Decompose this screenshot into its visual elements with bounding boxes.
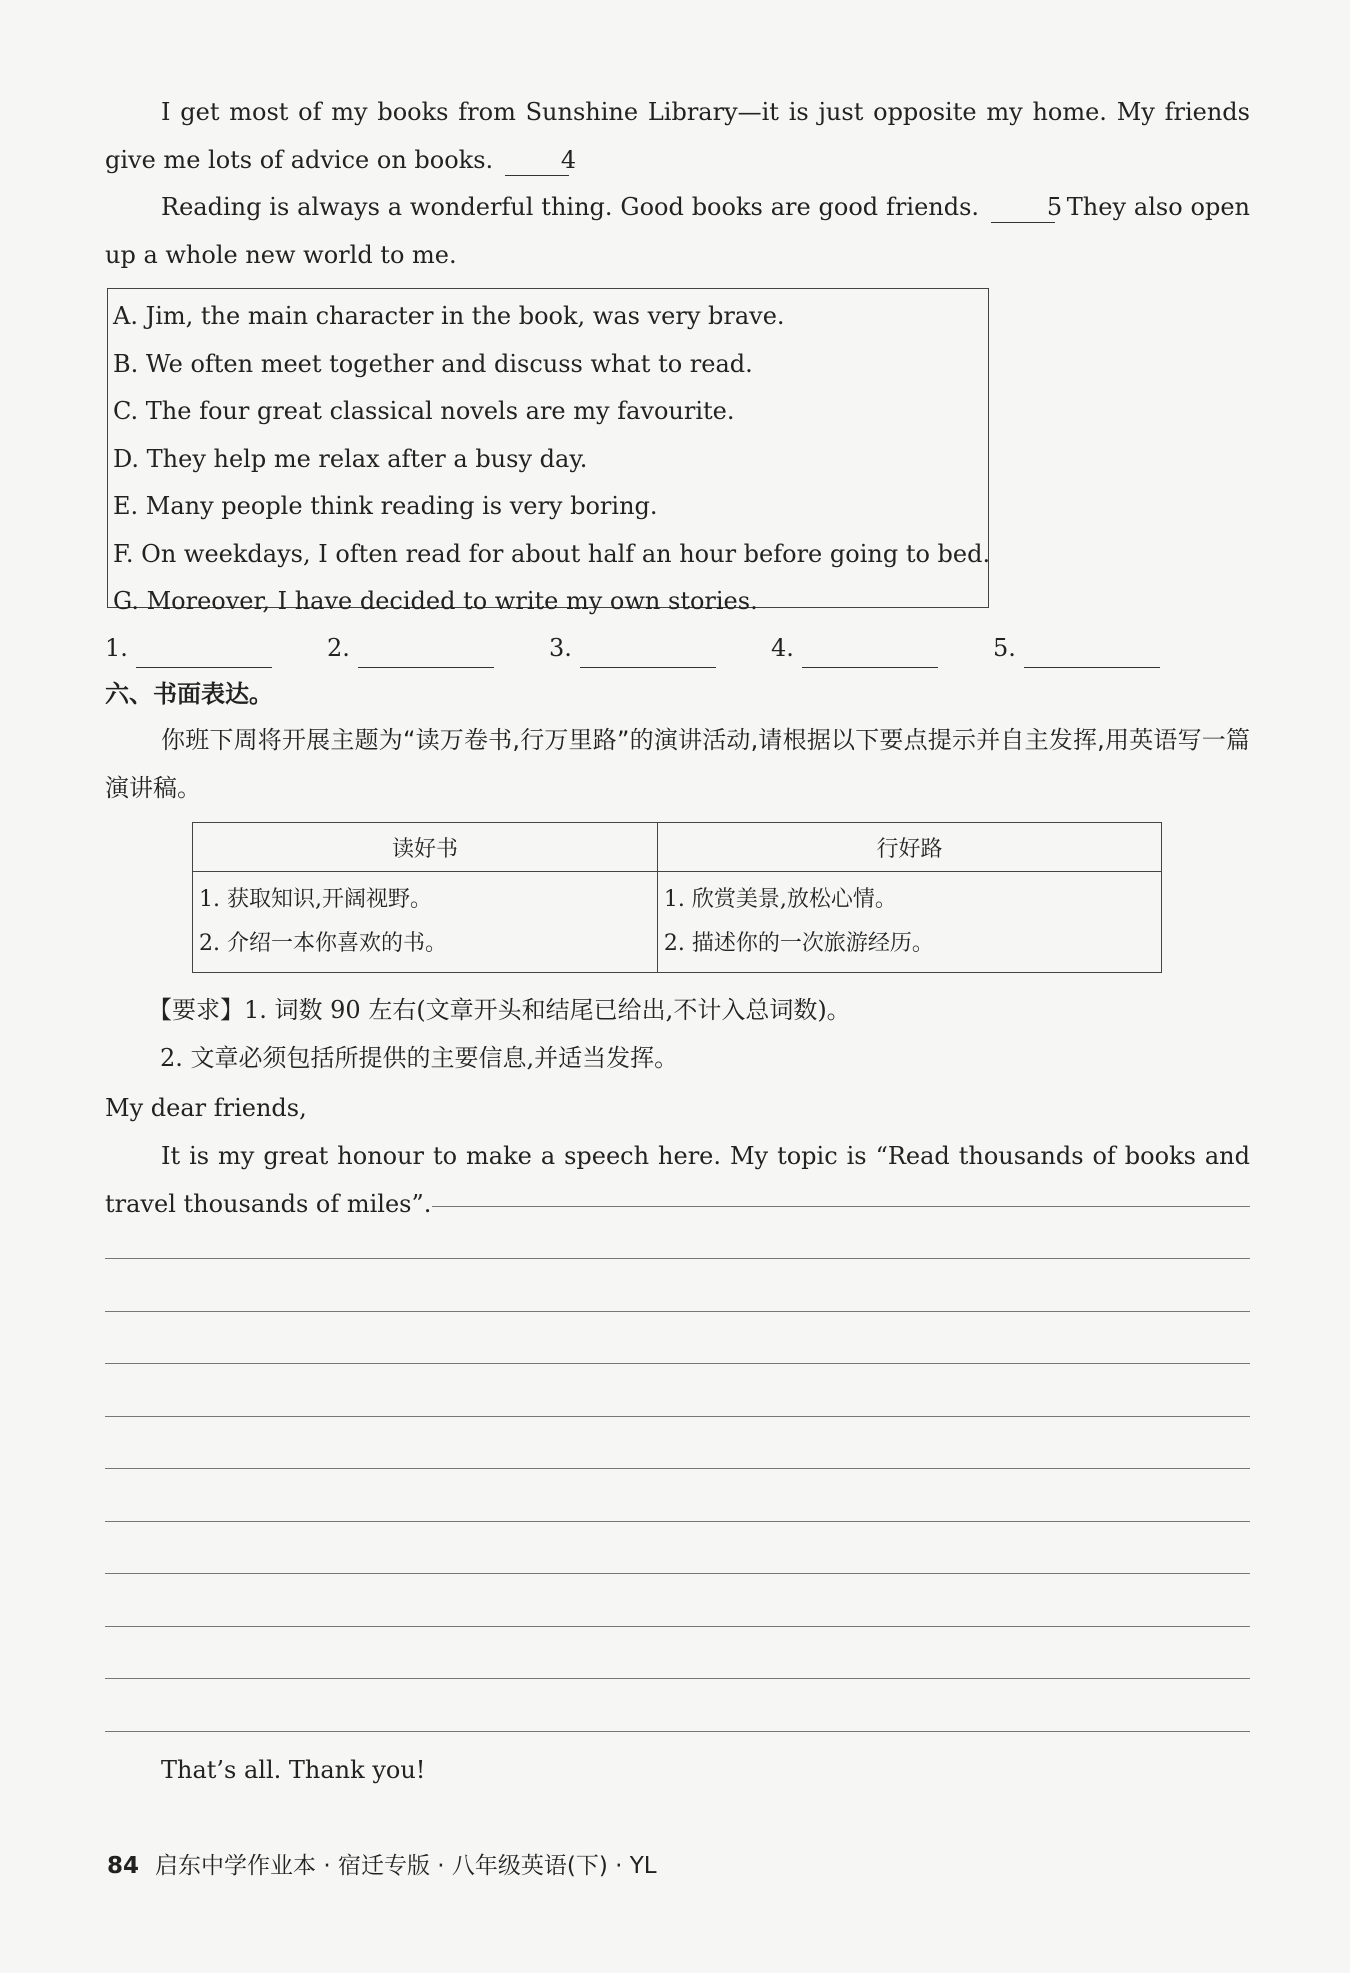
passage-paragraph-1 xyxy=(105,88,1250,184)
tips-header-read: 读好书 xyxy=(193,823,658,872)
writing-line-10[interactable] xyxy=(105,1731,1250,1732)
options-box xyxy=(107,288,991,615)
answer-label-2: 2. xyxy=(327,634,350,662)
writing-line-0[interactable] xyxy=(432,1206,1250,1207)
answer-slot-4[interactable] xyxy=(771,628,938,668)
answer-line-2[interactable] xyxy=(358,639,494,668)
writing-line-4[interactable] xyxy=(105,1416,1250,1417)
tips-table xyxy=(192,822,1162,973)
page-footer xyxy=(107,1848,657,1884)
writing-line-7[interactable] xyxy=(105,1573,1250,1574)
passage-paragraph-2 xyxy=(105,183,1250,279)
option-f: F. On weekdays, I often read for about half an hour before going to bed. xyxy=(113,539,991,568)
option-c: C. The four great classical novels are my favourite. xyxy=(113,397,735,425)
writing-line-8[interactable] xyxy=(105,1626,1250,1627)
writing-line-6[interactable] xyxy=(105,1521,1250,1522)
tips-header-travel: 行好路 xyxy=(657,823,1161,872)
answer-slot-1[interactable] xyxy=(105,628,272,668)
answer-label-3: 3. xyxy=(549,634,572,662)
writing-line-5[interactable] xyxy=(105,1468,1250,1469)
option-d: D. They help me relax after a busy day. xyxy=(113,444,588,473)
writing-line-3[interactable] xyxy=(105,1363,1250,1364)
tips-read-1: 1. 获取知识,开阔视野。 xyxy=(199,887,432,912)
answer-label-1: 1. xyxy=(105,634,128,662)
option-a: A. Jim, the main character in the book, was very brave. xyxy=(113,302,785,330)
answer-slot-3[interactable] xyxy=(549,628,716,668)
option-g: G. Moreover, I have decided to write my own stories. xyxy=(113,587,758,615)
writing-line-1[interactable] xyxy=(105,1258,1250,1259)
answer-row xyxy=(105,628,1250,668)
section-title: 六、书面表达。 xyxy=(105,680,273,708)
writing-line-9[interactable] xyxy=(105,1678,1250,1679)
option-e: E. Many people think reading is very boring. xyxy=(113,492,658,520)
passage-paragraph-2-text-a: Reading is always a wonderful thing. Good books are good friends. xyxy=(161,193,980,221)
answer-line-1[interactable] xyxy=(136,639,272,668)
requirement-2: 2. 文章必须包括所提供的主要信息,并适当发挥。 xyxy=(160,1044,679,1072)
book-title: 启东中学作业本 · 宿迁专版 · 八年级英语(下) · YL xyxy=(155,1853,657,1879)
tips-travel-1: 1. 欣赏美景,放松心情。 xyxy=(663,887,897,912)
writing-line-2[interactable] xyxy=(105,1311,1250,1312)
tips-cell-read xyxy=(193,872,658,973)
answer-label-4: 4. xyxy=(771,634,794,662)
blank-5: 5 xyxy=(991,192,1055,223)
blank-4: 4 xyxy=(505,145,569,176)
answer-line-4[interactable] xyxy=(802,639,938,668)
closing: That’s all. Thank you! xyxy=(161,1756,426,1784)
tips-cell-travel xyxy=(657,872,1161,973)
answer-slot-2[interactable] xyxy=(327,628,494,668)
answer-line-5[interactable] xyxy=(1024,639,1160,668)
passage-paragraph-2-text-b: They also open up a whole new world to me. xyxy=(105,193,1250,269)
opening-paragraph: It is my great honour to make a speech here. My topic is “Read thousands of books and travel thousands of miles”. xyxy=(105,1142,1250,1218)
tips-travel-2: 2. 描述你的一次旅游经历。 xyxy=(663,931,934,956)
passage-paragraph-1-text: I get most of my books from Sunshine Library—it is just opposite my home. My friends give me lots of advice on books. xyxy=(105,98,1250,174)
tips-read-2: 2. 介绍一本你喜欢的书。 xyxy=(199,931,447,956)
option-b: B. We often meet together and discuss what to read. xyxy=(113,349,753,378)
answer-slot-5[interactable] xyxy=(993,628,1160,668)
writing-instruction: 你班下周将开展主题为“读万卷书,行万里路”的演讲活动,请根据以下要点提示并自主发挥,用英语写一篇演讲稿。 xyxy=(105,726,1250,802)
answer-label-5: 5. xyxy=(993,634,1016,662)
answer-line-3[interactable] xyxy=(580,639,716,668)
requirement-1: 【要求】1. 词数 90 左右(文章开头和结尾已给出,不计入总词数)。 xyxy=(148,996,851,1024)
page-number: 84 xyxy=(107,1853,140,1879)
greeting: My dear friends, xyxy=(105,1094,307,1122)
